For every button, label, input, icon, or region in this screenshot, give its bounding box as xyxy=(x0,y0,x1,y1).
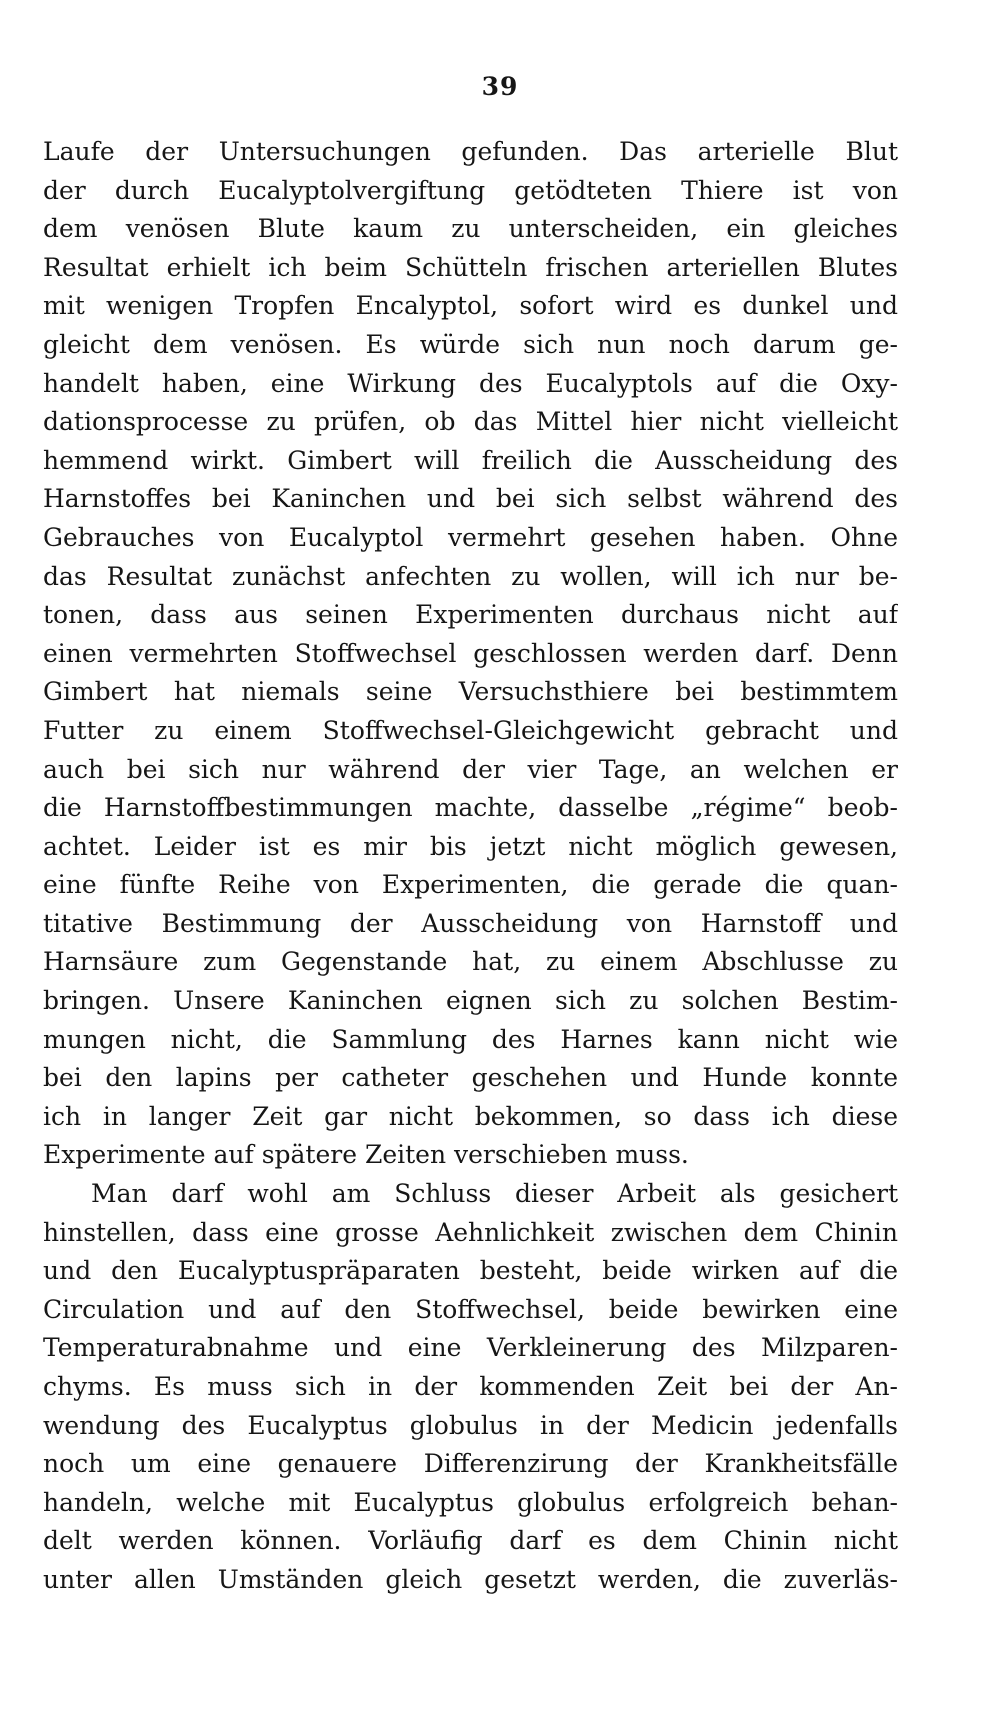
text-line: hemmend wirkt. Gimbert will freilich die Ausscheidung des xyxy=(43,445,898,475)
text-line: bringen. Unsere Kaninchen eignen sich zu solchen Bestim- xyxy=(43,986,898,1016)
text-line: Temperaturabnahme und eine Verkleinerung des Milzparen- xyxy=(43,1333,898,1363)
text-line: unter allen Umständen gleich gesetzt werden, die zuverläs- xyxy=(43,1564,898,1594)
text-line: einen vermehrten Stoffwechsel geschlossen werden darf. Denn xyxy=(43,638,898,668)
text-line: mit wenigen Tropfen Encalyptol, sofort wird es dunkel und xyxy=(43,291,898,321)
text-line: Futter zu einem Stoffwechsel-Gleichgewicht gebracht und xyxy=(43,715,898,745)
text-line: die Harnstoffbestimmungen machte, dasselbe „régime“ beob- xyxy=(43,793,898,823)
text-line: wendung des Eucalyptus globulus in der Medicin jedenfalls xyxy=(43,1410,898,1440)
text-line: und den Eucalyptuspräparaten besteht, beide wirken auf die xyxy=(43,1256,898,1286)
text-line: bei den lapins per catheter geschehen und Hunde konnte xyxy=(43,1063,898,1093)
text-line: Harnsäure zum Gegenstande hat, zu einem Abschlusse zu xyxy=(43,947,898,977)
text-line: chyms. Es muss sich in der kommenden Zeit bei der An- xyxy=(43,1372,898,1401)
text-line: Circulation und auf den Stoffwechsel, beide bewirken eine xyxy=(43,1294,898,1324)
text-line: ich in langer Zeit gar nicht bekommen, so dass ich diese xyxy=(43,1101,898,1131)
text-line: eine fünfte Reihe von Experimenten, die gerade die quan- xyxy=(43,870,898,900)
text-line: dationsprocesse zu prüfen, ob das Mittel hier nicht vielleicht xyxy=(43,407,898,437)
text-line: Laufe der Untersuchungen gefunden. Das arterielle Blut xyxy=(43,137,898,166)
text-line: auch bei sich nur während der vier Tage, an welchen er xyxy=(43,754,898,784)
text-line: der durch Eucalyptolvergiftung getödteten Thiere ist von xyxy=(43,175,898,205)
body-text xyxy=(43,133,898,1600)
text-line: das Resultat zunächst anfechten zu wollen, will ich nur be- xyxy=(43,561,898,591)
text-line: tonen, dass aus seinen Experimenten durchaus nicht auf xyxy=(43,600,898,630)
text-line: delt werden können. Vorläufig darf es dem Chinin nicht xyxy=(43,1526,898,1556)
text-line: Gimbert hat niemals seine Versuchsthiere bei bestimmtem xyxy=(43,677,898,707)
text-line: hinstellen, dass eine grosse Aehnlichkeit zwischen dem Chinin xyxy=(43,1217,898,1247)
text-line: achtet. Leider ist es mir bis jetzt nicht möglich gewesen, xyxy=(43,831,898,861)
text-line: gleicht dem venösen. Es würde sich nun noch darum ge- xyxy=(43,329,898,359)
text-line: Harnstoffes bei Kaninchen und bei sich selbst während des xyxy=(43,484,898,514)
text-line: handeln, welche mit Eucalyptus globulus erfolgreich behan- xyxy=(43,1487,898,1517)
text-line: noch um eine genauere Differenzirung der Krankheitsfälle xyxy=(43,1449,898,1479)
paragraph-end-line: Experimente auf spätere Zeiten verschieben muss. xyxy=(43,1140,689,1170)
text-line: Gebrauches von Eucalyptol vermehrt gesehen haben. Ohne xyxy=(43,522,898,552)
text-line: dem venösen Blute kaum zu unterscheiden, ein gleiches xyxy=(43,214,898,244)
text-line: handelt haben, eine Wirkung des Eucalyptols auf die Oxy- xyxy=(43,368,898,398)
text-line: mungen nicht, die Sammlung des Harnes kann nicht wie xyxy=(43,1024,898,1054)
text-line: Resultat erhielt ich beim Schütteln frischen arteriellen Blutes xyxy=(43,252,898,282)
paragraph-start-line: Man darf wohl am Schluss dieser Arbeit als gesichert xyxy=(91,1179,898,1209)
text-line: titative Bestimmung der Ausscheidung von Harnstoff und xyxy=(43,908,898,938)
page-number: 39 xyxy=(481,72,519,101)
